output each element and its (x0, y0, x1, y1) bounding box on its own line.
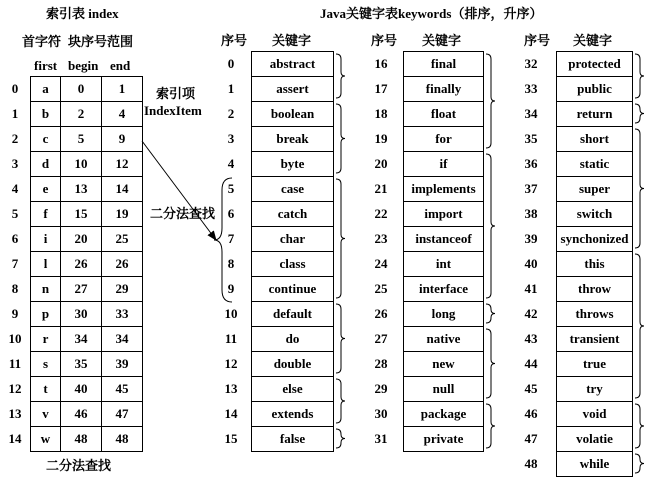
index-row-number: 6 (11, 231, 19, 246)
index-cell-first: a (31, 77, 61, 102)
index-table-title: 索引表 index (46, 6, 119, 21)
index-header-first-char: 首字符 (22, 34, 62, 49)
index-cell-first: v (31, 402, 61, 427)
keyword-cell: double (252, 352, 334, 377)
keyword-seq-number: 19 (374, 131, 388, 146)
keyword-seq-number: 26 (374, 306, 388, 321)
index-cell-first: i (31, 227, 61, 252)
index-cell-end: 14 (102, 177, 143, 202)
keyword-seq-number: 12 (224, 356, 238, 371)
kw-col1-header-seq: 序号 (221, 33, 248, 48)
keyword-seq-number: 22 (374, 206, 388, 221)
block-brace (486, 329, 495, 398)
keyword-cell: byte (252, 152, 334, 177)
index-cell-first: l (31, 252, 61, 277)
keyword-cell: if (404, 152, 484, 177)
index-cell-begin: 34 (61, 327, 102, 352)
index-cell-end: 34 (102, 327, 143, 352)
keyword-seq-number: 6 (227, 206, 235, 221)
keyword-cell: boolean (252, 102, 334, 127)
keyword-cell: float (404, 102, 484, 127)
block-brace (486, 154, 495, 298)
index-row-number: 9 (11, 306, 19, 321)
keyword-cell: volatie (557, 427, 633, 452)
index-row-number: 3 (11, 156, 19, 171)
binary-search-label: 二分法查找 (150, 206, 216, 221)
index-footer-binary-search: 二分法查找 (46, 458, 112, 473)
keyword-seq-number: 25 (374, 281, 388, 296)
index-row-number: 12 (8, 381, 22, 396)
keyword-cell: native (404, 327, 484, 352)
block-brace (336, 179, 345, 298)
kw-col3-header-keyword: 关键字 (573, 33, 613, 48)
keyword-cell: char (252, 227, 334, 252)
index-cell-begin: 30 (61, 302, 102, 327)
keyword-cell: final (404, 52, 484, 77)
keyword-cell: super (557, 177, 633, 202)
keyword-cell: try (557, 377, 633, 402)
keyword-cell: case (252, 177, 334, 202)
keyword-seq-number: 34 (524, 106, 538, 121)
index-cell-first: s (31, 352, 61, 377)
keyword-seq-number: 13 (224, 381, 238, 396)
block-brace (635, 54, 644, 98)
index-row-number: 7 (11, 256, 19, 271)
block-brace (336, 304, 345, 373)
keyword-cell: void (557, 402, 633, 427)
keyword-cell: class (252, 252, 334, 277)
index-header-block-range: 块序号范围 (68, 34, 134, 49)
index-cell-first: w (31, 427, 61, 452)
keyword-seq-number: 15 (224, 431, 238, 446)
index-cell-begin: 27 (61, 277, 102, 302)
keyword-seq-number: 16 (374, 56, 388, 71)
keyword-seq-number: 41 (524, 281, 538, 296)
keyword-seq-number: 4 (227, 156, 235, 171)
index-cell-end: 47 (102, 402, 143, 427)
keyword-seq-number: 23 (374, 231, 388, 246)
keyword-cell: interface (404, 277, 484, 302)
keyword-cell: catch (252, 202, 334, 227)
keyword-seq-number: 38 (524, 206, 538, 221)
keyword-cell: this (557, 252, 633, 277)
keyword-seq-number: 24 (374, 256, 388, 271)
keyword-cell: synchonized (557, 227, 633, 252)
keyword-seq-number: 7 (227, 231, 235, 246)
keyword-seq-number: 8 (227, 256, 235, 271)
keyword-seq-number: 0 (227, 56, 235, 71)
index-row-number: 8 (11, 281, 19, 296)
index-cell-first: f (31, 202, 61, 227)
index-cell-begin: 10 (61, 152, 102, 177)
keyword-cell: transient (557, 327, 633, 352)
keyword-seq-number: 31 (374, 431, 388, 446)
keyword-seq-number: 37 (524, 181, 538, 196)
keyword-cell: public (557, 77, 633, 102)
keyword-seq-number: 11 (224, 331, 238, 346)
index-cell-first: c (31, 127, 61, 152)
kw-col1-header-keyword: 关键字 (272, 33, 312, 48)
keyword-seq-number: 48 (524, 456, 538, 471)
index-cell-end: 26 (102, 252, 143, 277)
kw-col2-header-seq: 序号 (371, 33, 398, 48)
keyword-seq-number: 14 (224, 406, 238, 421)
index-row-number: 0 (11, 81, 19, 96)
keyword-cell: protected (557, 52, 633, 77)
index-row-number: 1 (11, 106, 19, 121)
keyword-cell: for (404, 127, 484, 152)
index-cell-begin: 5 (61, 127, 102, 152)
keyword-seq-number: 35 (524, 131, 538, 146)
keyword-seq-number: 27 (374, 331, 388, 346)
index-cell-first: e (31, 177, 61, 202)
index-cell-begin: 2 (61, 102, 102, 127)
keyword-cell: null (404, 377, 484, 402)
keyword-seq-number: 29 (374, 381, 388, 396)
keyword-cell: long (404, 302, 484, 327)
index-cell-end: 48 (102, 427, 143, 452)
keyword-cell: else (252, 377, 334, 402)
kw-col3-header-seq: 序号 (524, 33, 551, 48)
index-cell-first: p (31, 302, 61, 327)
index-cell-end: 39 (102, 352, 143, 377)
block-brace (635, 454, 644, 473)
keyword-seq-number: 43 (524, 331, 538, 346)
index-cell-begin: 15 (61, 202, 102, 227)
keyword-cell: false (252, 427, 334, 452)
index-cell-first: b (31, 102, 61, 127)
keyword-cell: private (404, 427, 484, 452)
block-brace (336, 429, 345, 448)
block-brace (486, 304, 495, 323)
keyword-seq-number: 21 (374, 181, 388, 196)
index-cell-end: 9 (102, 127, 143, 152)
keyword-cell: new (404, 352, 484, 377)
index-row-number: 5 (11, 206, 19, 221)
index-cell-end: 4 (102, 102, 143, 127)
index-header-first: first (34, 58, 58, 73)
keyword-cell: implements (404, 177, 484, 202)
keyword-cell: instanceof (404, 227, 484, 252)
index-item-label-line2: IndexItem (144, 103, 202, 118)
index-cell-begin: 40 (61, 377, 102, 402)
index-row-number: 10 (8, 331, 22, 346)
keyword-cell: throw (557, 277, 633, 302)
block-brace (635, 129, 644, 248)
keyword-seq-number: 46 (524, 406, 538, 421)
keyword-seq-number: 20 (374, 156, 388, 171)
index-cell-first: n (31, 277, 61, 302)
keyword-cell: extends (252, 402, 334, 427)
index-cell-end: 45 (102, 377, 143, 402)
keyword-seq-number: 9 (227, 281, 235, 296)
keyword-seq-number: 45 (524, 381, 538, 396)
block-brace (635, 254, 644, 398)
index-cell-end: 12 (102, 152, 143, 177)
keyword-seq-number: 28 (374, 356, 388, 371)
index-cell-begin: 35 (61, 352, 102, 377)
keyword-cell: throws (557, 302, 633, 327)
keyword-seq-number: 10 (224, 306, 238, 321)
block-brace (336, 104, 345, 173)
index-to-block-arrow (142, 141, 216, 240)
index-cell-begin: 20 (61, 227, 102, 252)
block-brace (486, 54, 495, 148)
keyword-seq-number: 44 (524, 356, 538, 371)
keyword-seq-number: 1 (227, 81, 235, 96)
index-row-number: 11 (8, 356, 22, 371)
index-cell-first: d (31, 152, 61, 177)
keyword-cell: int (404, 252, 484, 277)
index-cell-end: 29 (102, 277, 143, 302)
keyword-cell: switch (557, 202, 633, 227)
keyword-seq-number: 40 (524, 256, 538, 271)
keyword-seq-number: 32 (524, 56, 538, 71)
keyword-seq-number: 17 (374, 81, 388, 96)
keyword-seq-number: 47 (524, 431, 538, 446)
keyword-cell: static (557, 152, 633, 177)
index-header-begin: begin (68, 58, 99, 73)
keyword-cell: true (557, 352, 633, 377)
block-brace (336, 54, 345, 98)
keyword-seq-number: 2 (227, 106, 235, 121)
keyword-cell: return (557, 102, 633, 127)
index-cell-begin: 13 (61, 177, 102, 202)
index-row-number: 4 (11, 181, 19, 196)
index-cell-end: 19 (102, 202, 143, 227)
keyword-cell: short (557, 127, 633, 152)
index-cell-end: 33 (102, 302, 143, 327)
keyword-seq-number: 33 (524, 81, 538, 96)
block-brace (635, 404, 644, 448)
kw-col2-header-keyword: 关键字 (422, 33, 462, 48)
index-row-number: 14 (8, 431, 22, 446)
keyword-cell: continue (252, 277, 334, 302)
index-cell-end: 25 (102, 227, 143, 252)
index-row-number: 13 (8, 406, 22, 421)
keyword-cell: package (404, 402, 484, 427)
keyword-cell: abstract (252, 52, 334, 77)
index-item-label-line1: 索引项 (156, 86, 196, 101)
keyword-seq-number: 39 (524, 231, 538, 246)
keyword-cell: import (404, 202, 484, 227)
index-cell-begin: 46 (61, 402, 102, 427)
keyword-cell: assert (252, 77, 334, 102)
keyword-seq-number: 18 (374, 106, 388, 121)
keywords-table-title: Java关键字表keywords（排序，升序） (320, 6, 543, 21)
keyword-seq-number: 30 (374, 406, 388, 421)
block-brace (486, 404, 495, 448)
index-cell-first: t (31, 377, 61, 402)
index-header-end: end (110, 58, 131, 73)
keyword-cell: do (252, 327, 334, 352)
binary-search-bracket-left (214, 178, 232, 302)
block-brace (635, 104, 644, 123)
index-cell-begin: 48 (61, 427, 102, 452)
index-cell-begin: 0 (61, 77, 102, 102)
index-cell-begin: 26 (61, 252, 102, 277)
keyword-cell: finally (404, 77, 484, 102)
index-cell-first: r (31, 327, 61, 352)
index-cell-end: 1 (102, 77, 143, 102)
keyword-seq-number: 5 (227, 181, 235, 196)
index-row-number: 2 (11, 131, 19, 146)
block-brace (336, 379, 345, 423)
keyword-cell: while (557, 452, 633, 477)
keyword-seq-number: 36 (524, 156, 538, 171)
keyword-cell: break (252, 127, 334, 152)
keyword-seq-number: 42 (524, 306, 538, 321)
keyword-seq-number: 3 (227, 131, 235, 146)
keyword-cell: default (252, 302, 334, 327)
